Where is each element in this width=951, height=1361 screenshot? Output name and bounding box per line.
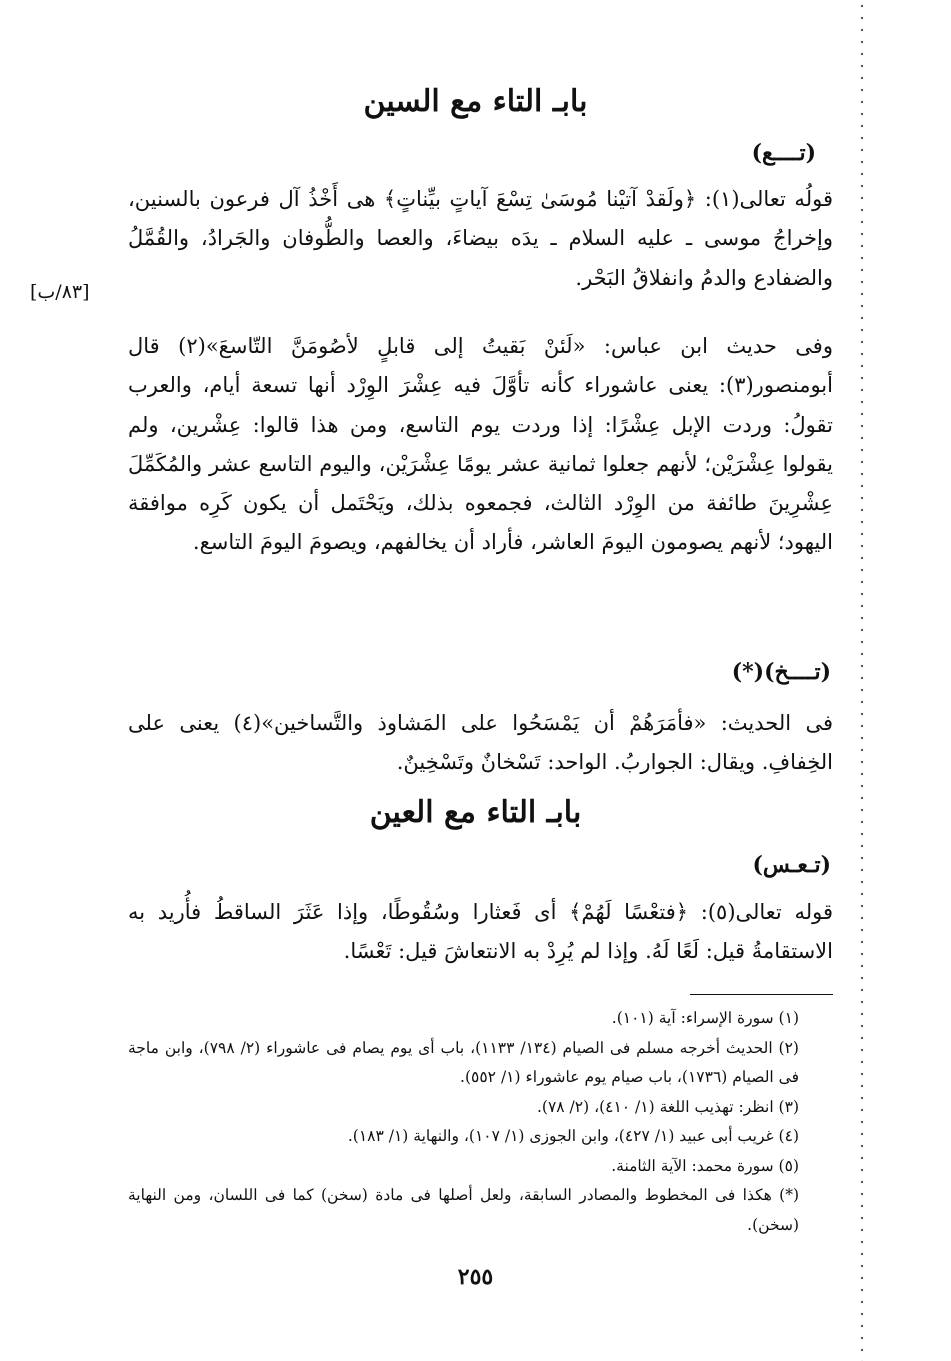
margin-folio-note: [٨٣/ب] (30, 281, 90, 303)
footnote-1: (١) سورة الإسراء: آية (١٠١). (611, 1009, 799, 1027)
paragraph-ibn-abbas: وفى حديث ابن عباس: «لَئنْ بَقيتُ إلى قابلٍ لأصُومَنَّ التّاسعَ»(٢) قال أبومنصور(٣): يعنى عاشوراء كأنه تأوَّلَ فيه عِشْرَ الوِرْد أنها تسعة أيام، والعرب تقولُ: وردت الإبل عِشْرًا: إذا وردت يوم التاسع، ومن هذا قالوا: عِشْرين، ولم يقولوا عِشْرَيْن؛ لأنهم جعلوا ثمانية عشر يومًا عِشْرَيْن، واليوم التاسع عشر والمُكَمِّلَ عِشْرِينَ طائفة من الوِرْد الثالث، فجمعوه بذلك، ويَحْتَمل أن يكون كَرِه موافقة اليهود؛ لأنهم يصومون اليومَ العاشر، فأراد أن يخالفهم، ويصومَ اليومَ التاسع. (128, 334, 833, 555)
footnote-5: (٥) سورة محمد: الآية الثامنة. (611, 1156, 799, 1175)
footnote-star: (*) هكذا فى المخطوط والمصادر السابقة، ولعل أصلها فى مادة (سخن) كما فى اللسان، ومن النهاية (سخن). (128, 1186, 799, 1234)
footnote-4: (٤) غريب أبى عبيد (١/ ٤٢٧)، وابن الجوزى (١/ ١٠٧)، والنهاية (١/ ١٨٣). (347, 1127, 799, 1145)
paragraph-taas: قوله تعالى(٥): ﴿فتعْسًا لَهُمْ﴾ أى فَعثارا وسُقُوطًا، وإذا عَثَرَ الساقطُ فأُريد به الاستقامةُ قيل: لَعًا لَهُ. وإذا لم يُرِدْ به الانتعاشَ قيل: تَعْسًا. (128, 900, 833, 964)
footnotes (128, 1004, 833, 1240)
entry-taas: (تـعـس) (752, 852, 831, 878)
page-edge-dots (860, 0, 864, 1361)
chapter-heading-ayn: بابـ التاء مع العين (369, 795, 582, 830)
footnote-separator (690, 994, 833, 995)
chapter-heading-sin: بابـ التاء مع السين (363, 84, 588, 119)
footnote-2: (٢) الحديث أخرجه مسلم فى الصيام (١٣٤/ ١١٣٣)، باب أى يوم يصام فى عاشوراء (٢/ ٧٩٨)، وابن ماجة فى الصيام (١٧٣٦)، باب صيام يوم عاشوراء (١/ ٥٥٢). (128, 1038, 799, 1086)
paragraph-tasa: قولُه تعالى(١): ﴿ولَقدْ آتيْنا مُوسَىٰ تِسْعَ آياتٍ بيِّناتٍ﴾ هى أَخْذُ آل فرعون بالسنين، وإخراجُ موسى ـ عليه السلام ـ يدَه بيضاءَ، والعصا والطُّوفان والجَرادُ، والقُمَّلُ والضفادع والدمُ وانفلاقُ البَحْر. (128, 187, 833, 290)
paragraph-tasakh: فى الحديث: «فأمَرَهُمْ أن يَمْسَحُوا على المَشاوذ والتَّساخين»(٤) يعنى على الخِفافِ. ويقال: الجواربُ. الواحد: تَسْخانٌ وتَسْخِينٌ. (128, 711, 833, 775)
footnote-3: (٣) انظر: تهذيب اللغة (١/ ٤١٠)، (٢/ ٧٨). (536, 1097, 799, 1116)
page-number: ٢٥٥ (457, 1264, 494, 1290)
entry-tasa: (تــــع) (751, 140, 816, 166)
entry-tasakh: (تــــخ)(*) (731, 659, 831, 685)
